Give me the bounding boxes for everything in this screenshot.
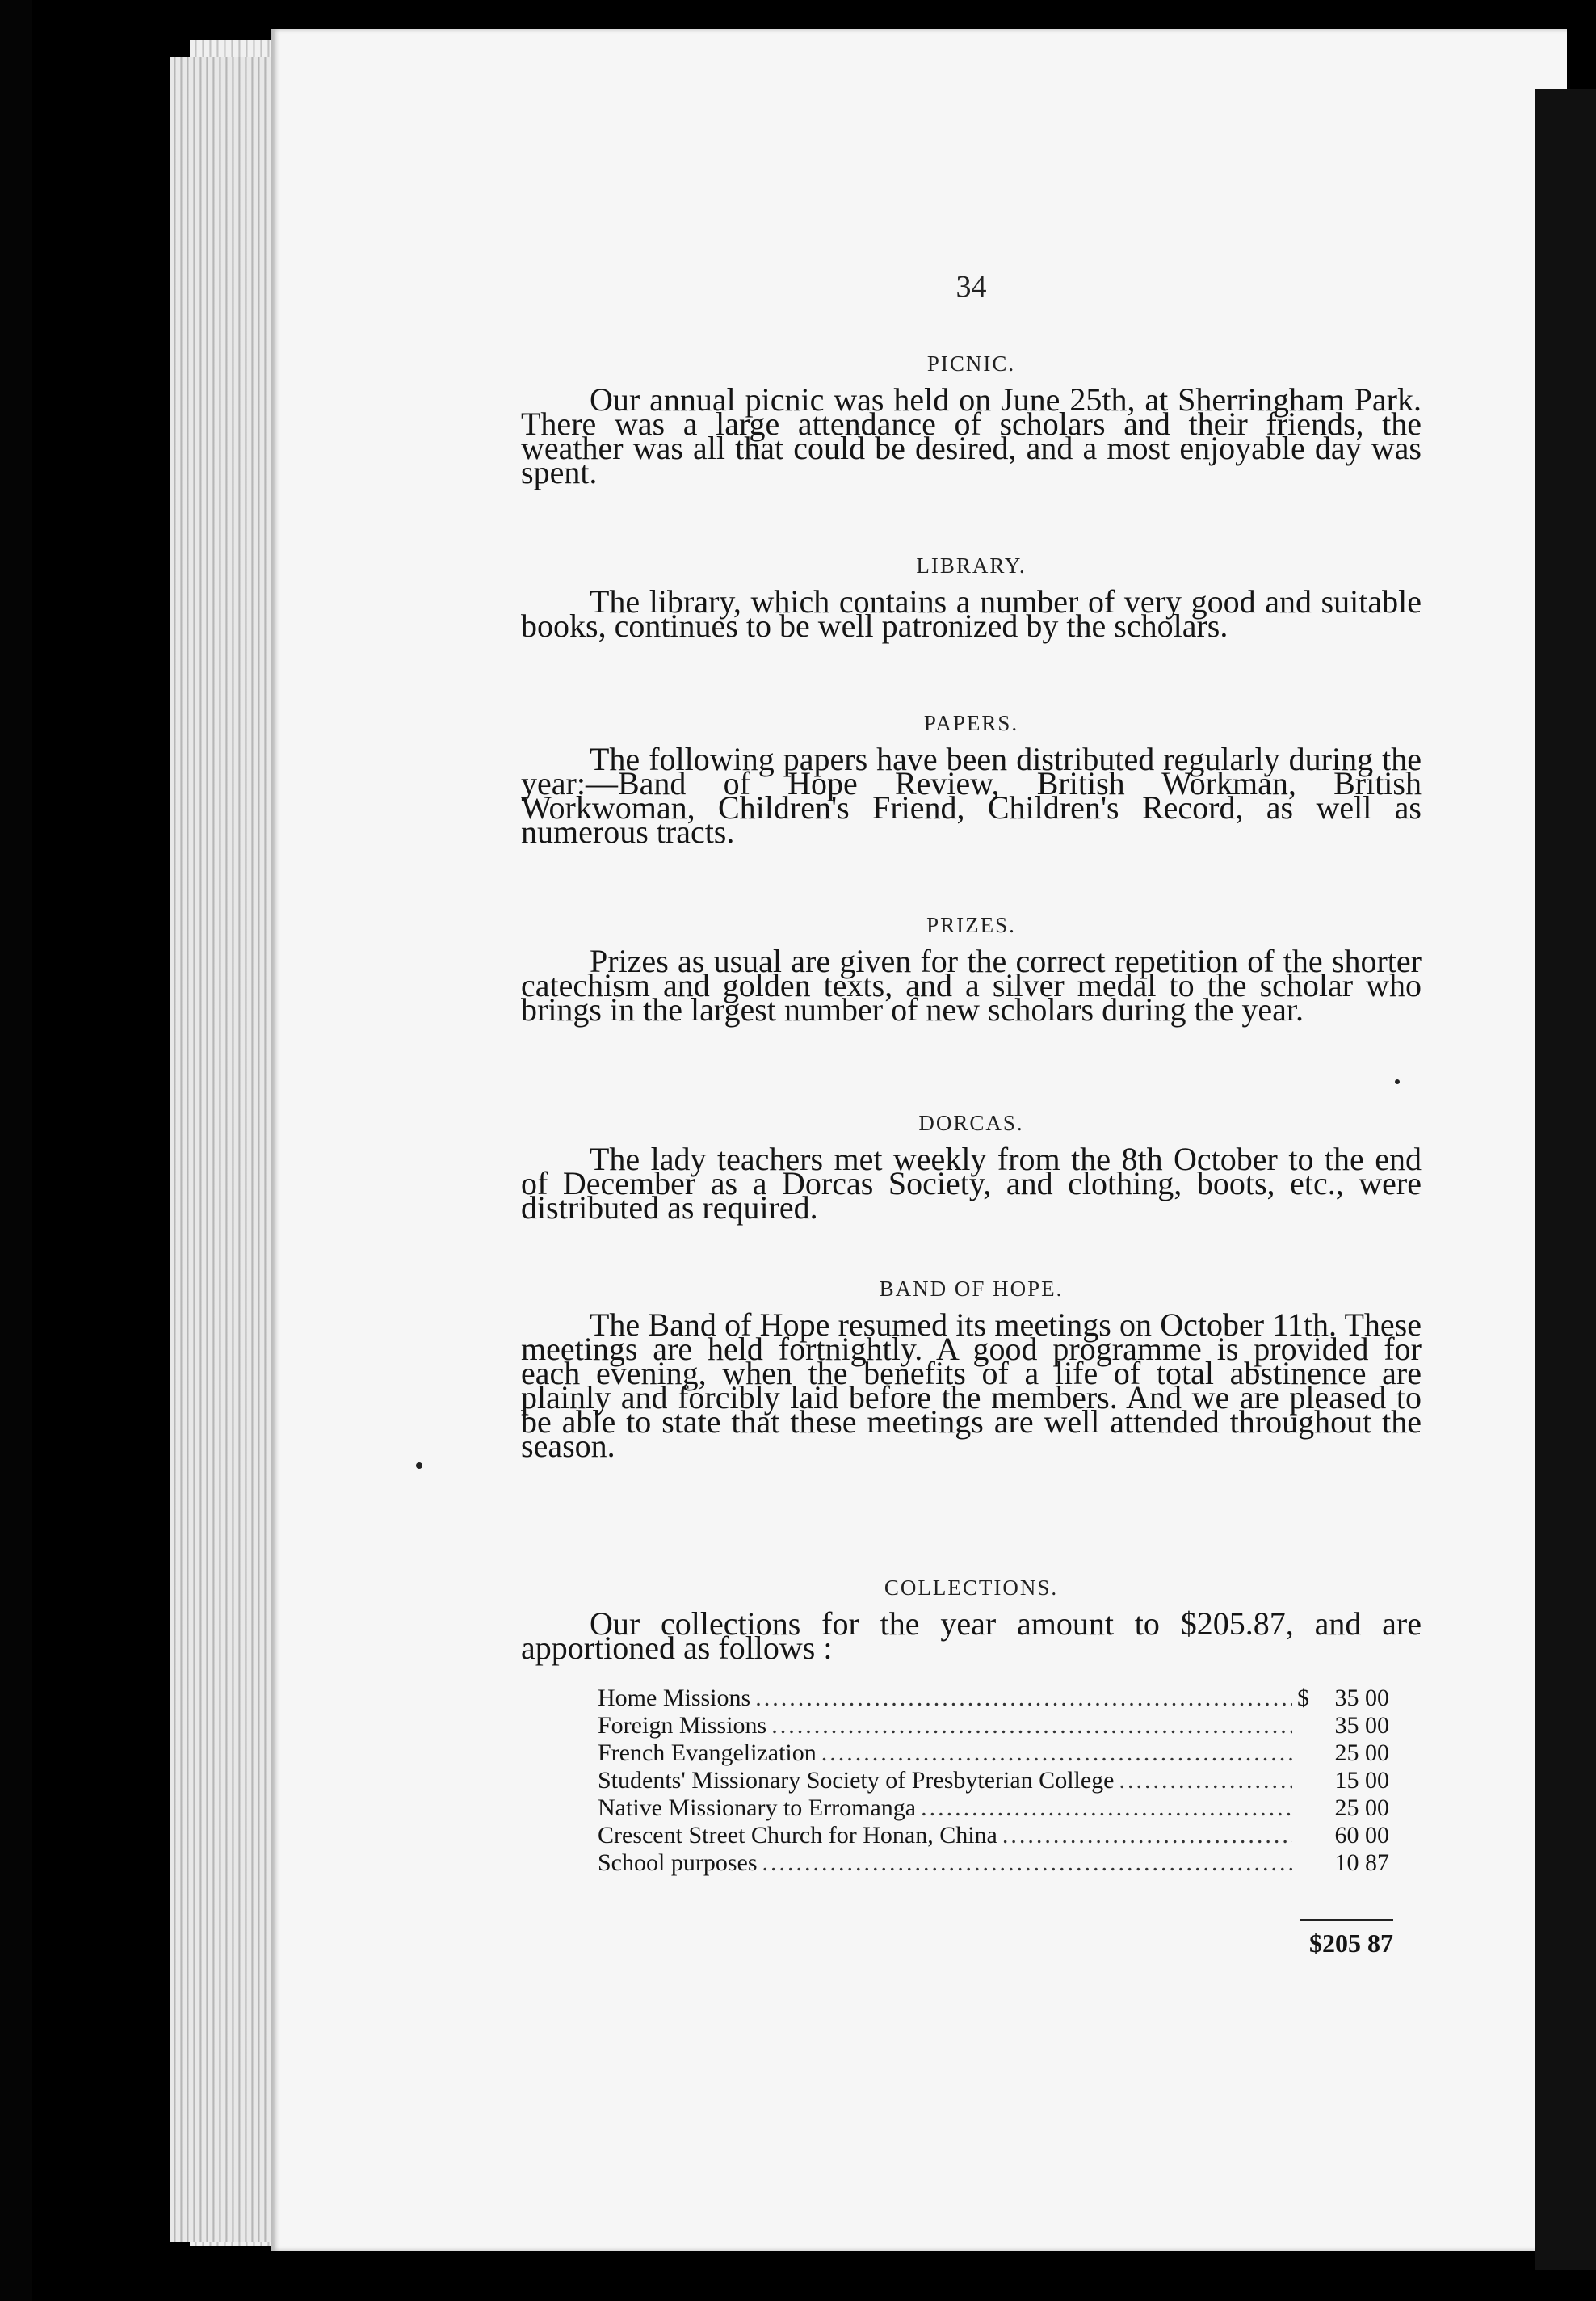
heading-library: LIBRARY. [916, 553, 1027, 578]
print-speck [1395, 1079, 1400, 1084]
book-page-edges-inner [170, 57, 275, 2242]
paragraph-picnic: Our annual picnic was held on June 25th, at Sherringham Park. There was a large attendance of scholars and their friends, the weather was all that could be desired, and a most enjoyable day was spent. [521, 381, 1422, 490]
collection-row [598, 1767, 1389, 1794]
collection-label: French Evangelization [598, 1739, 817, 1766]
collection-amount: 10 87 [1334, 1849, 1389, 1876]
collection-label: Crescent Street Church for Honan, China [598, 1822, 998, 1849]
leader-dots [1002, 1822, 1292, 1849]
leader-dots [771, 1712, 1292, 1739]
paragraph-band-of-hope: The Band of Hope resumed its meetings on October 11th. These meetings are held fortnightly. A good programme is provided for each evening, when the benefits of a life of total abstinence are plainly and forcibly laid before the members. And we are pleased to be able to state that these meetings are well attended throughout the season. [521, 1306, 1422, 1464]
collection-row [598, 1822, 1389, 1849]
paragraph-prizes: Prizes as usual are given for the correct repetition of the shorter catechism and golden texts, and a silver medal to the scholar who brings in the largest number of new scholars during the year. [521, 943, 1422, 1028]
collection-label: School purposes [598, 1849, 758, 1876]
leader-dots [755, 1685, 1292, 1712]
paragraph-library: The library, which contains a number of very good and suitable books, continues to be well patronized by the scholars. [521, 583, 1422, 644]
collection-label: Home Missions [598, 1685, 751, 1711]
paragraph-papers: The following papers have been distributed regularly during the year:—Band of Hope Review, British Workman, British Workwoman, Children's Friend, Children's Record, as well as numerous tracts. [521, 741, 1422, 850]
leader-dots [762, 1849, 1293, 1877]
leader-dots [1119, 1767, 1293, 1794]
heading-collections: COLLECTIONS. [884, 1575, 1059, 1600]
heading-prizes: PRIZES. [926, 913, 1016, 937]
collection-amount: 35 00 [1334, 1712, 1389, 1739]
collection-row [598, 1685, 1389, 1712]
collection-label: Native Missionary to Erromanga [598, 1794, 917, 1821]
heading-band-of-hope: BAND OF HOPE. [879, 1277, 1064, 1301]
collection-dollar-sign: $ [1297, 1685, 1309, 1711]
scan-background-right [1535, 89, 1596, 2270]
collection-row [598, 1739, 1389, 1767]
heading-papers: PAPERS. [923, 711, 1019, 735]
page-number: 34 [956, 270, 987, 304]
scan-background-left [0, 0, 32, 2301]
collection-amount: 35 00 [1334, 1685, 1389, 1711]
leader-dots [821, 1739, 1292, 1767]
collections-total: $205 87 [1309, 1929, 1393, 1958]
collection-row [598, 1794, 1389, 1822]
collection-amount: 25 00 [1334, 1739, 1389, 1766]
collection-amount: 25 00 [1334, 1794, 1389, 1821]
collection-row [598, 1712, 1389, 1739]
collections-list [598, 1685, 1389, 1877]
heading-picnic: PICNIC. [926, 351, 1016, 376]
paragraph-collections: Our collections for the year amount to $205.87, and are apportioned as follows : [521, 1605, 1422, 1666]
print-speck [416, 1462, 422, 1469]
paragraph-dorcas: The lady teachers met weekly from the 8th October to the end of December as a Dorcas Society, and clothing, boots, etc., were distributed as required. [521, 1141, 1422, 1226]
collection-amount: 15 00 [1334, 1767, 1389, 1794]
collection-amount: 60 00 [1334, 1822, 1389, 1849]
heading-dorcas: DORCAS. [918, 1111, 1024, 1135]
total-rule [1300, 1919, 1393, 1921]
leader-dots [921, 1794, 1292, 1822]
collection-row [598, 1849, 1389, 1877]
collection-label: Foreign Missions [598, 1712, 767, 1739]
collection-label: Students' Missionary Society of Presbyterian College [598, 1767, 1115, 1794]
